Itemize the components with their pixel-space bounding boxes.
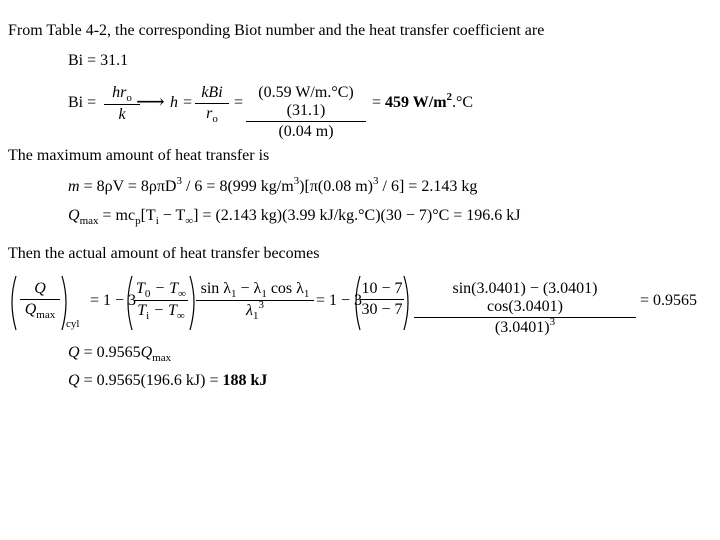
qmax-expression: = mc [102, 207, 136, 224]
subscript-i: i [146, 310, 150, 322]
fraction-hr-over-k [104, 84, 140, 124]
mass-expression: )[π(0.08 m) [299, 178, 374, 195]
q-ratio-line [68, 344, 171, 363]
superscript-3: 3 [549, 316, 556, 328]
subscript-1: 1 [231, 288, 237, 300]
fraction-numerator: kBi [201, 84, 223, 101]
arrow-icon: ⟶ [136, 91, 165, 113]
result-value: 459 W/m [385, 94, 447, 111]
subscript-i: i [155, 215, 159, 227]
sin-expression: sin λ [200, 280, 232, 297]
subscript-1: 1 [261, 288, 267, 300]
mass-expression: = 8ρV = 8ρπD [83, 178, 177, 195]
subscript-max: max [36, 309, 56, 321]
subscript-1: 1 [252, 310, 259, 322]
superscript-2: 2 [446, 91, 453, 103]
fraction-denominator: Q [24, 301, 37, 318]
mass-expression: / 6] = 2.143 kg [378, 178, 478, 195]
qmax-expression: ] = (2.143 kg)(3.99 kJ/kg.°C)(30 − 7)°C = 196.6 kJ [193, 207, 521, 224]
superscript-3: 3 [176, 175, 182, 187]
subscript-infinity: ∞ [178, 288, 186, 300]
equals-one-minus-three: = 1 − 3 [316, 292, 363, 309]
ratio-result: = 0.9565 [640, 292, 698, 309]
qmax-equation [68, 207, 521, 226]
unit-tail: .°C [452, 94, 474, 111]
fraction-numeric-ratio [360, 280, 404, 319]
fraction-numerator: Q [34, 280, 46, 297]
mass-equation [68, 175, 478, 197]
fraction-numerator: (0.59 W/m.°C)(31.1) [258, 84, 354, 119]
qmax-expression: [T [140, 207, 156, 224]
superscript-3: 3 [293, 175, 300, 187]
equals-sign: = [372, 94, 382, 111]
mass-expression: / 6 = 8(999 kg/m [181, 178, 294, 195]
t-symbol: T [136, 280, 145, 297]
fraction-sin-lambda [196, 280, 314, 321]
h-lhs [170, 94, 193, 112]
subscript-1: 1 [303, 288, 310, 300]
superscript-3: 3 [258, 299, 264, 311]
fraction-denominator: (0.04 m) [278, 123, 334, 140]
fraction-sin-numeric [414, 280, 636, 338]
q-symbol: Q [68, 372, 80, 389]
subscript-o: o [212, 113, 218, 125]
subscript-infinity: ∞ [176, 310, 185, 322]
mass-symbol: m [68, 178, 80, 195]
q-symbol: Q [140, 344, 153, 361]
equals-sign: = [234, 94, 244, 111]
subscript-cyl: cyl [66, 318, 80, 330]
fraction-temperature-ratio [134, 280, 188, 321]
fraction-kbi-over-ro [195, 84, 229, 124]
t-symbol: − T [150, 280, 179, 297]
qmax-expression: − T [158, 207, 186, 224]
t-symbol: T [137, 302, 147, 319]
fraction-denominator: (3.0401) [494, 319, 550, 336]
final-result: 188 kJ [222, 372, 268, 389]
h-result [372, 91, 474, 113]
fraction-denominator: 30 − 7 [361, 301, 403, 318]
intro-text: From Table 4-2, the corresponding Biot number and the heat transfer coefficient are [8, 22, 545, 39]
subscript-p: p [135, 215, 141, 227]
biot-number-equation: Bi = 31.1 [68, 52, 129, 69]
superscript-3: 3 [373, 175, 379, 187]
h-symbol: h = [170, 94, 193, 111]
subscript-max: max [79, 215, 99, 227]
max-heat-intro: The maximum amount of heat transfer is [8, 147, 270, 164]
sin-expression: − λ [236, 280, 262, 297]
sin-expression: cos λ [266, 280, 304, 297]
t-symbol: − T [149, 302, 177, 319]
q-symbol: Q [68, 344, 80, 361]
q-symbol: Q [68, 207, 80, 224]
subscript-infinity: ∞ [185, 215, 194, 227]
q-expression: = 0.9565(196.6 kJ) = [79, 372, 223, 389]
fraction-numerator: sin(3.0401) − (3.0401) cos(3.0401) [452, 280, 598, 315]
fraction-denominator: k [118, 106, 126, 123]
subscript-o: o [126, 92, 132, 104]
biot-lhs: Bi = [68, 94, 97, 111]
lambda-symbol: λ [246, 302, 253, 319]
equals-one-minus-three: = 1 − 3 [90, 292, 137, 309]
fraction-denominator: r [206, 105, 213, 122]
fraction-q-over-qmax [20, 280, 60, 320]
fraction-numerator: 10 − 7 [361, 280, 403, 297]
subscript-0: 0 [144, 288, 151, 300]
fraction-numerator: hr [112, 84, 127, 101]
q-final-line [68, 372, 267, 390]
q-expression: = 0.9565 [79, 344, 141, 361]
fraction-numeric [246, 84, 366, 141]
subscript-max: max [152, 352, 172, 364]
actual-heat-intro: Then the actual amount of heat transfer becomes [8, 245, 320, 262]
